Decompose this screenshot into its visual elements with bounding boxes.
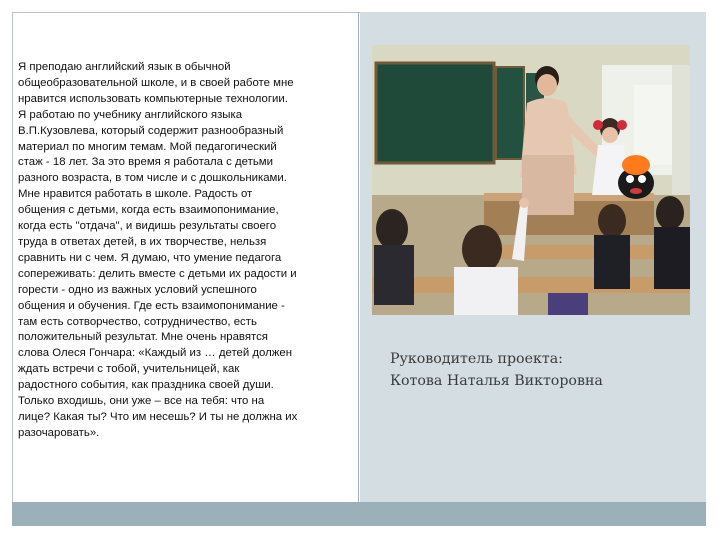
teacher-essay-text: Я преподаю английский язык в обычной общеобразовательной школе, и в своей работе мне нравится использовать компьютерные технологии. Я работаю по учебнику английского языка В.П.Кузовлева, который содержит разнообразный материал по многим темам. Мой педагогический стаж - 18 лет. За это время я работала с детьми разного возраста, в том числе и с дошкольниками. Мне нравится работать в школе. Радость от общения с детьми, когда есть взаимопонимание, когда есть "отдача", и видишь результаты своего труда в ответах детей, в их творчестве, нельзя сравнить ни с чем. Я думаю, что умение педагога сопереживать: делить вместе с детьми их радости и горести - одно из важных условий успешного общения и обучения. Где есть взаимопонимание - там есть сотворчество, сотрудничество, есть положительный результат. Мне очень нравятся слова Олеся Гончара: «Каждый из … детей должен ждать встречи с тобой, учительницей, как радостного события, как праздника своей души. Только входишь, они уже – все на тебя: что на лице? Какая ты? Что им несешь? И ты не должна их разочаровать». — [18, 61, 298, 439]
bottom-band — [12, 502, 706, 526]
classroom-photo — [372, 45, 690, 315]
project-leader-block — [390, 348, 700, 392]
chalkboard — [376, 63, 494, 163]
project-leader-label: Руководитель проекта: — [390, 351, 563, 367]
project-leader-name: Котова Наталья Викторовна — [390, 373, 603, 389]
